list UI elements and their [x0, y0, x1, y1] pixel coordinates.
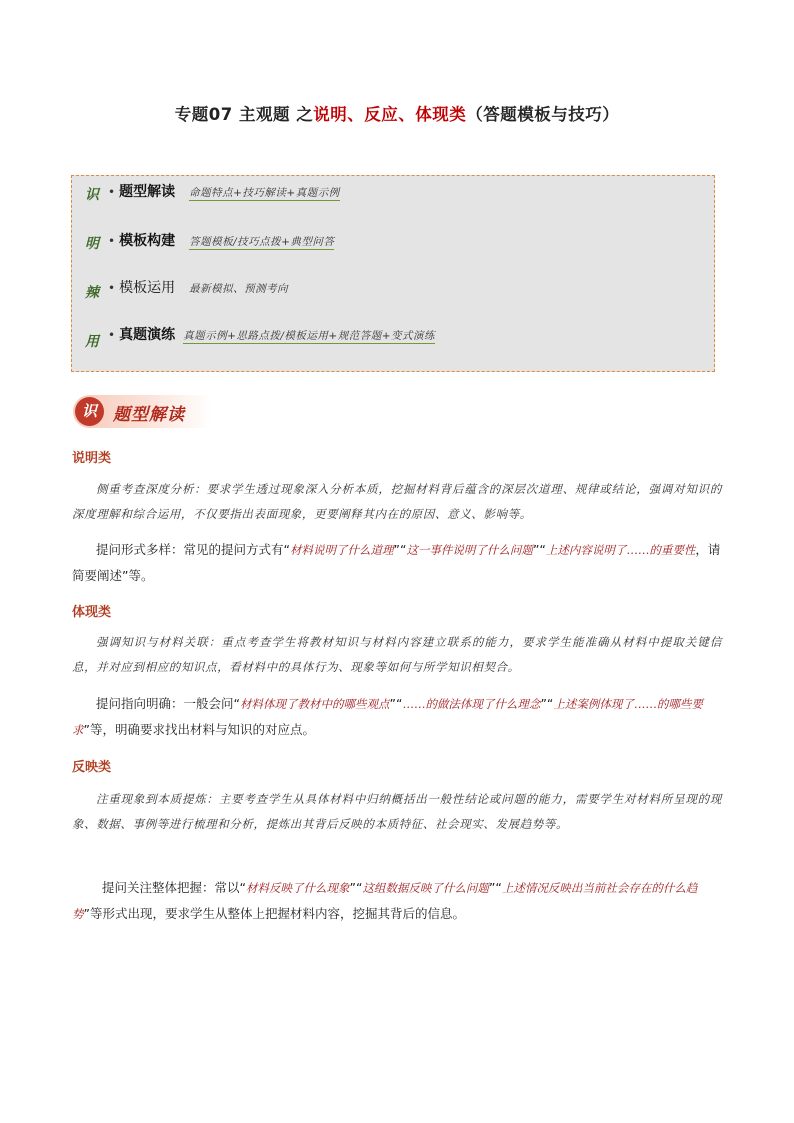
toc-box: [71, 175, 715, 372]
text-segment: ”等，明确要求找出材料与知识的对应点。: [83, 722, 315, 737]
section-question-paragraph: [72, 537, 724, 588]
text-segment: ”“: [393, 542, 407, 557]
toc-side-chars: [81, 184, 103, 380]
title-highlight: 说明、反应、体现类: [313, 105, 467, 124]
bullet-icon: •: [108, 328, 116, 342]
toc-item-desc: 最新模拟、预测考向: [189, 283, 289, 295]
section-question-paragraph: [72, 875, 724, 927]
toc-item[interactable]: [108, 324, 435, 346]
section-paragraph: 注重现象到本质提炼：主要考查学生从具体材料中归纳概括出一般性结论或问题的能力，需要学生对材料所呈现的现象、数据、事例等进行梳理和分析，提炼出其背后反映的本质特征、社会现实、发展趋势等。: [72, 792, 722, 831]
section-paragraph: 侧重考查深度分析：要求学生透过现象深入分析本质，挖掘材料背后蕴含的深层次道理、规律或结论，强调对知识的深度理解和综合运用，不仅要指出表面现象，更要阐释其内在的原因、意义、影响等。: [72, 482, 722, 521]
toc-item-desc: 答题模板/技巧点拨+典型问答: [189, 236, 335, 248]
text-segment: 提问指向明确：一般会问“: [96, 696, 240, 711]
section-heading: 反映类: [72, 760, 112, 775]
toc-item-desc: 真题示例+思路点拨/模板运用+规范答题+变式演练: [183, 330, 436, 342]
text-segment: ”“: [540, 696, 554, 711]
toc-side-char: 用: [85, 334, 99, 350]
toc-item[interactable]: [108, 230, 334, 252]
toc-side-char: 识: [85, 187, 99, 203]
question-example: ……的做法体现了什么理念: [402, 697, 541, 711]
section-heading: 说明类: [72, 451, 112, 466]
text-segment: ”“: [488, 880, 502, 895]
toc-side-char: 明: [85, 236, 99, 252]
question-example: 这组数据反映了什么问题: [362, 881, 489, 895]
question-example: 材料反映了什么现象: [245, 881, 350, 895]
text-segment: ”“: [532, 542, 546, 557]
toc-item[interactable]: [108, 181, 340, 203]
toc-item-name: 模板运用: [119, 280, 176, 296]
title-prefix: 专题07 主观题 之: [174, 105, 314, 124]
title-suffix: （答题模板与技巧）: [466, 105, 620, 124]
bullet-icon: •: [108, 281, 116, 295]
toc-item-desc: 命题特点+技巧解读+真题示例: [189, 187, 340, 199]
bullet-icon: •: [108, 185, 116, 199]
question-example: 上述案例体现了……的哪些要求: [72, 697, 703, 737]
section-heading: 体现类: [72, 605, 112, 620]
question-example: 上述情况反映出当前社会存在的什么趋势: [72, 881, 698, 921]
section-question-paragraph: [72, 691, 724, 743]
question-example: 这一事件说明了什么问题: [406, 543, 533, 557]
toc-item-name: 题型解读: [119, 184, 176, 200]
question-example: 上述内容说明了……的重要性: [545, 543, 696, 557]
badge-icon: 识: [75, 397, 104, 426]
text-segment: ”“: [389, 696, 403, 711]
text-segment: ”“: [349, 880, 363, 895]
toc-item-name: 真题演练: [119, 327, 176, 343]
text-segment: 提问形式多样：常见的提问方式有“: [96, 542, 290, 557]
text-segment: ”等形式出现，要求学生从整体上把握材料内容，挖掘其背后的信息。: [83, 906, 465, 921]
question-example: 材料说明了什么道理: [289, 543, 394, 557]
question-example: 材料体现了教材中的哪些观点: [239, 697, 390, 711]
toc-item[interactable]: [108, 277, 288, 299]
page-title: [0, 101, 794, 125]
text-segment: 提问关注整体把握：常以“: [102, 880, 246, 895]
toc-item-name: 模板构建: [119, 233, 176, 249]
section-banner: [73, 395, 211, 428]
banner-label: 题型解读: [113, 405, 185, 425]
toc-side-char: 辣: [85, 285, 99, 301]
section-paragraph: 强调知识与材料关联：重点考查学生将教材知识与材料内容建立联系的能力，要求学生能准确从材料中提取关键信息，并对应到相应的知识点，看材料中的具体行为、现象等如何与所学知识相契合。: [72, 635, 722, 674]
bullet-icon: •: [108, 234, 116, 248]
text-segment: ，请简要阐述”等。: [72, 542, 721, 583]
